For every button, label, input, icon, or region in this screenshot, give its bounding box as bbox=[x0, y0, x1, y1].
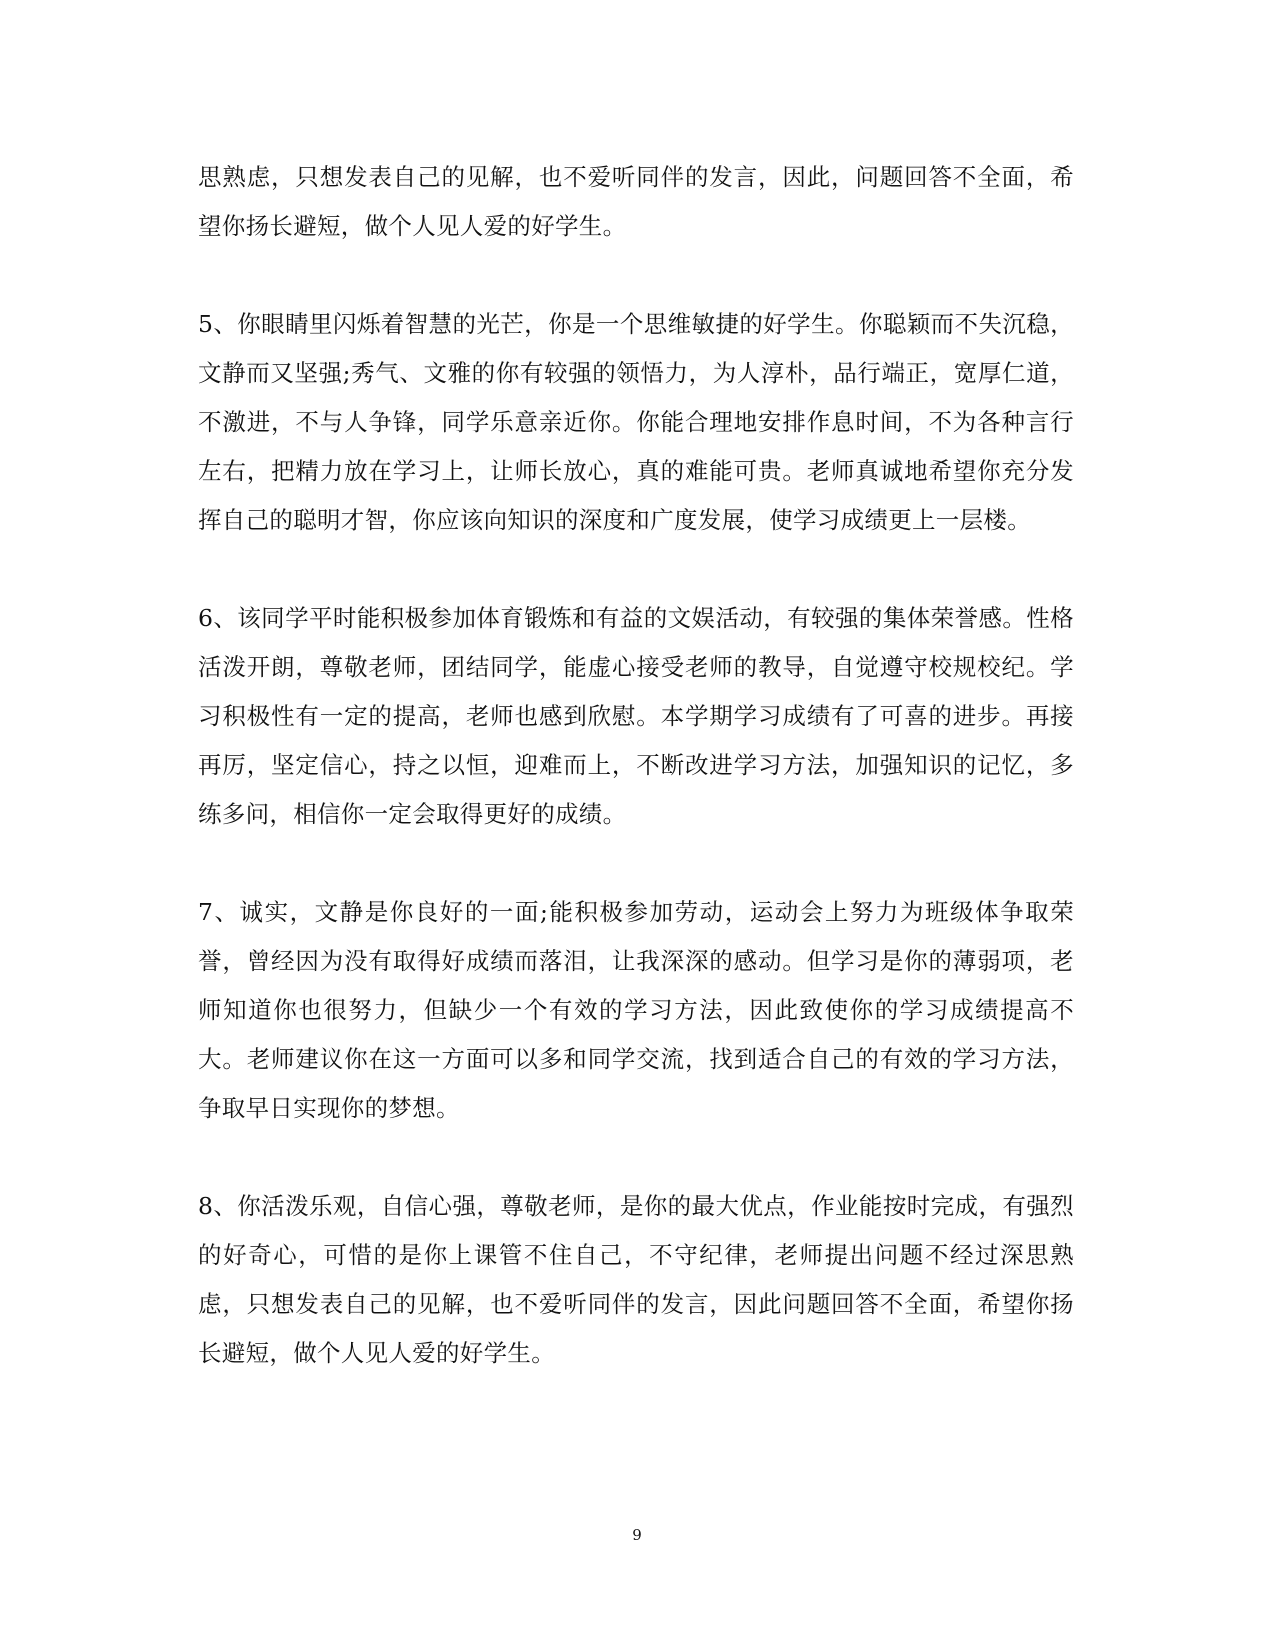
paragraph-item-8: 8、你活泼乐观，自信心强，尊敬老师，是你的最大优点，作业能按时完成，有强烈的好奇心，可惜的是你上课管不住自己，不守纪律，老师提出问题不经过深思熟虑，只想发表自己的见解，也不爱听同伴的发言，因此问题回答不全面，希望你扬长避短，做个人见人爱的好学生。 bbox=[198, 1192, 1074, 1367]
paragraph-item-5: 5、你眼睛里闪烁着智慧的光芒，你是一个思维敏捷的好学生。你聪颖而不失沉稳，文静而又坚强;秀气、文雅的你有较强的领悟力，为人淳朴，品行端正，宽厚仁道，不激进，不与人争锋，同学乐意亲近你。你能合理地安排作息时间，不为各种言行左右，把精力放在学习上，让师长放心，真的难能可贵。老师真诚地希望你充分发挥自己的聪明才智，你应该向知识的深度和广度发展，使学习成绩更上一层楼。 bbox=[198, 310, 1074, 534]
page-number: 9 bbox=[632, 1526, 642, 1544]
paragraph-item-6: 6、该同学平时能积极参加体育锻炼和有益的文娱活动，有较强的集体荣誉感。性格活泼开朗，尊敬老师，团结同学，能虚心接受老师的教导，自觉遵守校规校纪。学习积极性有一定的提高，老师也感到欣慰。本学期学习成绩有了可喜的进步。再接再厉，坚定信心，持之以恒，迎难而上，不断改进学习方法，加强知识的记忆，多练多问，相信你一定会取得更好的成绩。 bbox=[198, 604, 1074, 828]
document-body bbox=[198, 153, 1074, 1378]
paragraph-continued: 思熟虑，只想发表自己的见解，也不爱听同伴的发言，因此，问题回答不全面，希望你扬长避短，做个人见人爱的好学生。 bbox=[198, 163, 1074, 240]
paragraph-item-7: 7、诚实，文静是你良好的一面;能积极参加劳动，运动会上努力为班级体争取荣誉，曾经因为没有取得好成绩而落泪，让我深深的感动。但学习是你的薄弱项，老师知道你也很努力，但缺少一个有效的学习方法，因此致使你的学习成绩提高不大。老师建议你在这一方面可以多和同学交流，找到适合自己的有效的学习方法，争取早日实现你的梦想。 bbox=[198, 898, 1074, 1122]
